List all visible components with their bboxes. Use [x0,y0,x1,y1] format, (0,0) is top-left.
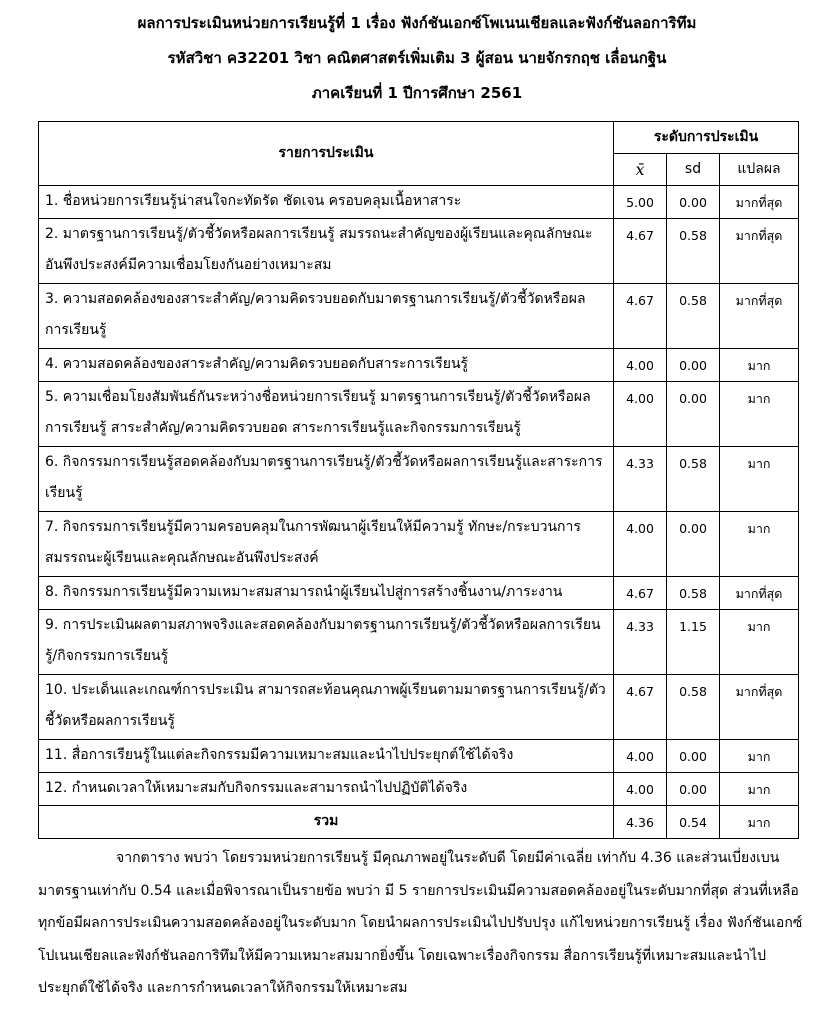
row-interpretation: มากที่สุด [720,675,799,740]
row-interpretation: มาก [720,349,799,382]
row-interpretation: มากที่สุด [720,577,799,610]
header-level-group: ระดับการประเมิน [614,122,799,154]
row-sd: 0.00 [667,186,720,219]
table-row [39,219,799,284]
row-mean: 4.00 [614,512,667,577]
row-item-text: 2. มาตรฐานการเรียนรู้/ตัวชี้วัดหรือผลการเรียนรู้ สมรรถนะสำคัญของผู้เรียนและคุณลักษณะอันพึงประสงค์มีความเชื่อมโยงกันอย่างเหมาะสม [39,219,614,284]
row-mean: 4.00 [614,349,667,382]
table-row [39,740,799,773]
row-sd: 0.58 [667,284,720,349]
row-mean: 4.67 [614,675,667,740]
table-row [39,382,799,447]
row-item-text: 12. กำหนดเวลาให้เหมาะสมกับกิจกรรมและสามารถนำไปปฏิบัติได้จริง [39,773,614,806]
row-item-text: 5. ความเชื่อมโยงสัมพันธ์กันระหว่างชื่อหน่วยการเรียนรู้ มาตรฐานการเรียนรู้/ตัวชี้วัดหรือผลการเรียนรู้ สาระสำคัญ/ความคิดรวบยอด สาระการเรียนรู้และกิจกรรมการเรียนรู้ [39,382,614,447]
evaluation-table [38,121,799,839]
row-sd: 0.00 [667,382,720,447]
row-item-text: 7. กิจกรรมการเรียนรู้มีความครอบคลุมในการพัฒนาผู้เรียนให้มีความรู้ ทักษะ/กระบวนการ สมรรถนะผู้เรียนและคุณลักษณะอันพึงประสงค์ [39,512,614,577]
table-row [39,349,799,382]
row-item-text: 1. ชื่อหน่วยการเรียนรู้น่าสนใจกะทัดรัด ชัดเจน ครอบคลุมเนื้อหาสาระ [39,186,614,219]
row-item-text: 6. กิจกรรมการเรียนรู้สอดคล้องกับมาตรฐานการเรียนรู้/ตัวชี้วัดหรือผลการเรียนรู้และสาระการเรียนรู้ [39,447,614,512]
table-row [39,186,799,219]
summary-text: จากตาราง พบว่า โดยรวมหน่วยการเรียนรู้ มีคุณภาพอยู่ในระดับดี โดยมีค่าเฉลี่ย เท่ากับ 4.36 และส่วนเบี่ยงเบนมาตรฐานเท่ากับ 0.54 และเมื่อพิจารณาเป็นรายข้อ พบว่า มี 5 รายการประเมินมีความสอดคล้องอยู่ในระดับมากที่สุด ส่วนที่เหลือทุกข้อมีผลการประเมินความสอดคล้องอยู่ในระดับมาก โดยนำผลการประเมินไปปรับปรุง แก้ไขหน่วยการเรียนรู้ เรื่อง ฟังก์ชันเอกซ์โปเนนเชียลและฟังก์ชันลอการิทึมให้มีความเหมาะสมมากยิ่งขึ้น โดยเฉพาะเรื่องกิจกรรม สื่อการเรียนรู้ที่เหมาะสมและนำไปประยุกต์ใช้ได้จริง และการกำหนดเวลาให้กิจกรรมให้เหมาะสม [38,850,803,996]
row-sd: 0.00 [667,512,720,577]
row-interpretation: มากที่สุด [720,186,799,219]
row-sd: 0.58 [667,219,720,284]
row-interpretation: มากที่สุด [720,284,799,349]
table-row [39,577,799,610]
header-sd: sd [667,154,720,186]
table-row [39,773,799,806]
row-sd: 0.58 [667,675,720,740]
total-row [39,806,799,839]
row-mean: 4.67 [614,577,667,610]
row-mean: 4.00 [614,773,667,806]
row-item-text: 10. ประเด็นและเกณฑ์การประเมิน สามารถสะท้อนคุณภาพผู้เรียนตามมาตรฐานการเรียนรู้/ตัวชี้วัดหรือผลการเรียนรู้ [39,675,614,740]
row-item-text: 8. กิจกรรมการเรียนรู้มีความเหมาะสมสามารถนำผู้เรียนไปสู่การสร้างชิ้นงาน/ภาระงาน [39,577,614,610]
heading-line-2: รหัสวิชา ค32201 วิชา คณิตศาสตร์เพิ่มเติม 3 ผู้สอน นายจักรกฤช เลื่อนกฐิน [167,49,667,67]
row-interpretation: มาก [720,610,799,675]
row-interpretation: มาก [720,512,799,577]
row-mean: 4.67 [614,219,667,284]
row-mean: 4.33 [614,447,667,512]
table-row [39,512,799,577]
table-row [39,675,799,740]
row-sd: 0.58 [667,447,720,512]
row-interpretation: มาก [720,382,799,447]
row-interpretation: มาก [720,773,799,806]
row-sd: 0.00 [667,773,720,806]
header-item: รายการประเมิน [39,122,614,186]
row-sd: 0.58 [667,577,720,610]
row-item-text: 9. การประเมินผลตามสภาพจริงและสอดคล้องกับมาตรฐานการเรียนรู้/ตัวชี้วัดหรือผลการเรียนรู้/กิจกรรมการเรียนรู้ [39,610,614,675]
row-mean: 4.33 [614,610,667,675]
row-mean: 4.00 [614,740,667,773]
total-interpretation: มาก [720,806,799,839]
table-row [39,610,799,675]
total-label: รวม [39,806,614,839]
table-row [39,447,799,512]
table-row [39,284,799,349]
total-mean: 4.36 [614,806,667,839]
header-interpretation: แปลผล [720,154,799,186]
row-sd: 0.00 [667,740,720,773]
row-item-text: 4. ความสอดคล้องของสาระสำคัญ/ความคิดรวบยอดกับสาระการเรียนรู้ [39,349,614,382]
row-item-text: 11. สื่อการเรียนรู้ในแต่ละกิจกรรมมีความเหมาะสมและนำไปประยุกต์ใช้ได้จริง [39,740,614,773]
row-mean: 4.67 [614,284,667,349]
heading-line-3: ภาคเรียนที่ 1 ปีการศึกษา 2561 [311,84,523,102]
row-mean: 4.00 [614,382,667,447]
row-interpretation: มากที่สุด [720,219,799,284]
row-item-text: 3. ความสอดคล้องของสาระสำคัญ/ความคิดรวบยอดกับมาตรฐานการเรียนรู้/ตัวชี้วัดหรือผลการเรียนรู้ [39,284,614,349]
row-interpretation: มาก [720,447,799,512]
header-mean: x̄ [614,154,667,186]
row-sd: 0.00 [667,349,720,382]
row-sd: 1.15 [667,610,720,675]
summary-paragraph [38,842,810,1005]
row-interpretation: มาก [720,740,799,773]
total-sd: 0.54 [667,806,720,839]
row-mean: 5.00 [614,186,667,219]
heading-line-1: ผลการประเมินหน่วยการเรียนรู้ที่ 1 เรื่อง ฟังก์ชันเอกซ์โพเนนเชียลและฟังก์ชันลอการิทึม [137,14,697,32]
document-heading [0,6,834,111]
